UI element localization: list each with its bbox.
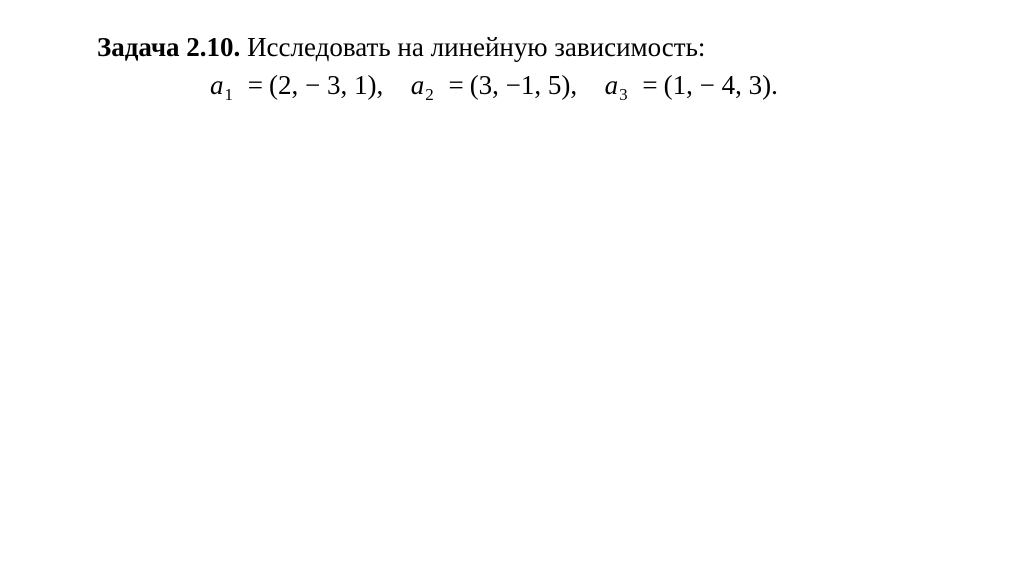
vector-a2 [410, 70, 584, 104]
vector-value: (3, −1, 5), [469, 70, 578, 100]
vector-name: a [604, 70, 619, 100]
vector-value: (1, − 4, 3). [663, 70, 778, 100]
equals-sign: = [448, 70, 464, 100]
equals-sign: = [247, 70, 263, 100]
vector-a3 [604, 70, 778, 104]
vector-value: (2, − 3, 1), [268, 70, 384, 100]
vector-name: a [410, 70, 425, 100]
vector-name: a [210, 70, 224, 100]
problem-heading [97, 28, 705, 66]
equals-sign: = [642, 70, 658, 100]
problem-statement: Исследовать на линейную зависимость: [247, 32, 706, 62]
vector-list [210, 66, 778, 108]
vector-a1 [210, 70, 390, 104]
vector-index: 1 [224, 85, 233, 104]
problem-label: Задача 2.10. [97, 32, 241, 62]
vector-index: 3 [619, 85, 628, 104]
vector-index: 2 [425, 85, 434, 104]
